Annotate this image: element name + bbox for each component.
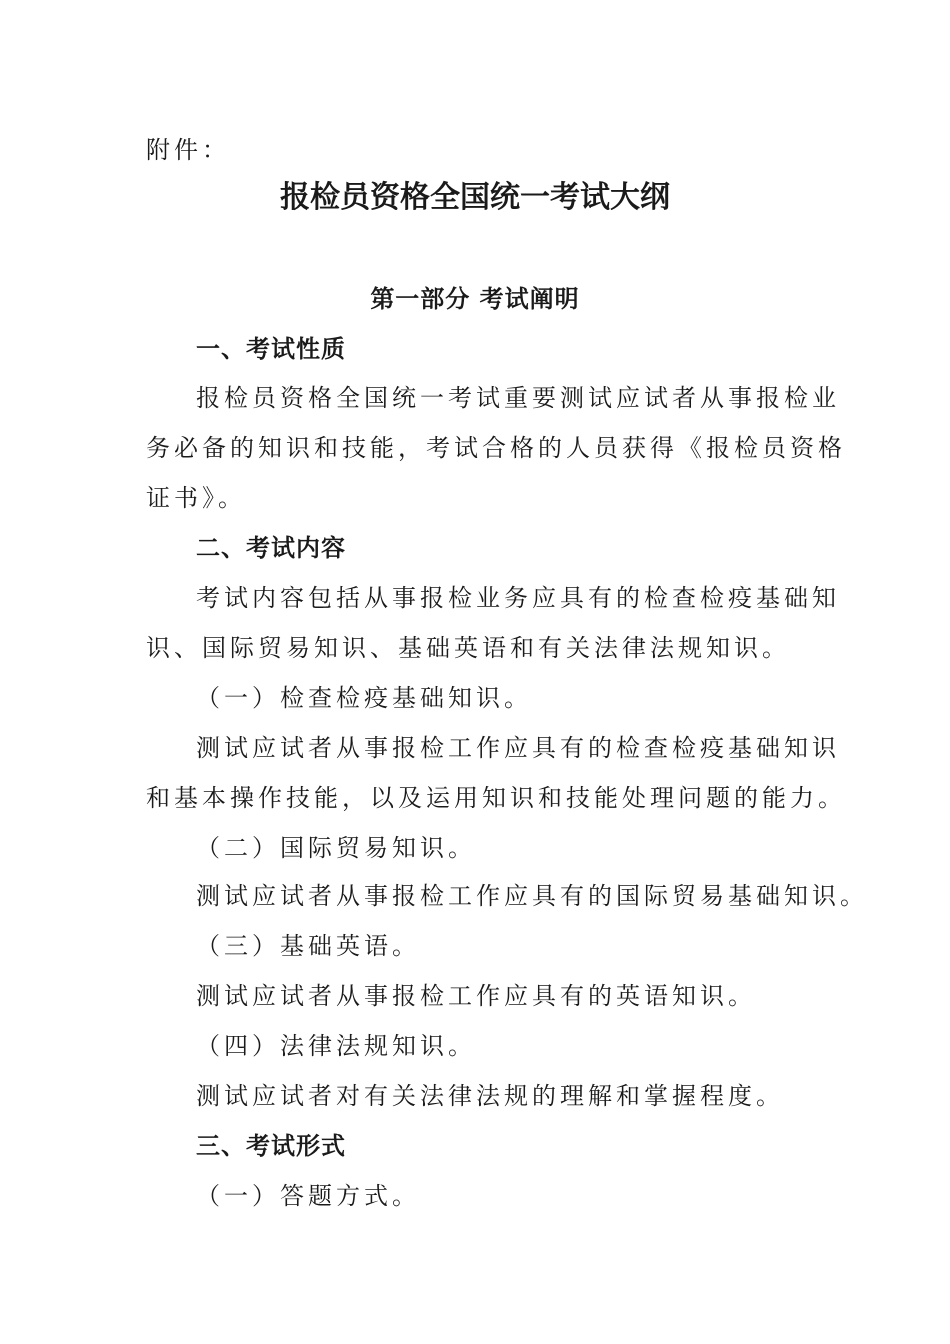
part-title: 第一部分 考试阐明 <box>370 285 580 313</box>
section-heading-content: 二、考试内容 <box>196 534 346 562</box>
document-title: 报检员资格全国统一考试大纲 <box>280 180 670 215</box>
paragraph-line: 测试应试者从事报检工作应具有的检查检疫基础知识 <box>196 734 840 762</box>
subsection-heading: （一）答题方式。 <box>196 1182 420 1210</box>
paragraph-line: 考试内容包括从事报检业务应具有的检查检疫基础知 <box>196 584 840 612</box>
paragraph-line: 务必备的知识和技能，考试合格的人员获得《报检员资格 <box>146 434 846 462</box>
paragraph-line: 测试应试者对有关法律法规的理解和掌握程度。 <box>196 1082 784 1110</box>
paragraph-line: 测试应试者从事报检工作应具有的英语知识。 <box>196 982 756 1010</box>
paragraph-line: 证书》。 <box>146 484 246 512</box>
section-heading-format: 三、考试形式 <box>196 1132 346 1160</box>
paragraph-line: 识、国际贸易知识、基础英语和有关法律法规知识。 <box>146 634 790 662</box>
subsection-heading: （一）检查检疫基础知识。 <box>196 684 532 712</box>
attachment-label: 附件： <box>146 136 230 164</box>
paragraph-line: 测试应试者从事报检工作应具有的国际贸易基础知识。 <box>196 882 868 910</box>
paragraph-line: 和基本操作技能，以及运用知识和技能处理问题的能力。 <box>146 784 846 812</box>
subsection-heading: （四）法律法规知识。 <box>196 1032 476 1060</box>
subsection-heading: （三）基础英语。 <box>196 932 420 960</box>
section-heading-nature: 一、考试性质 <box>196 335 346 363</box>
subsection-heading: （二）国际贸易知识。 <box>196 834 476 862</box>
paragraph-line: 报检员资格全国统一考试重要测试应试者从事报检业 <box>196 384 840 412</box>
